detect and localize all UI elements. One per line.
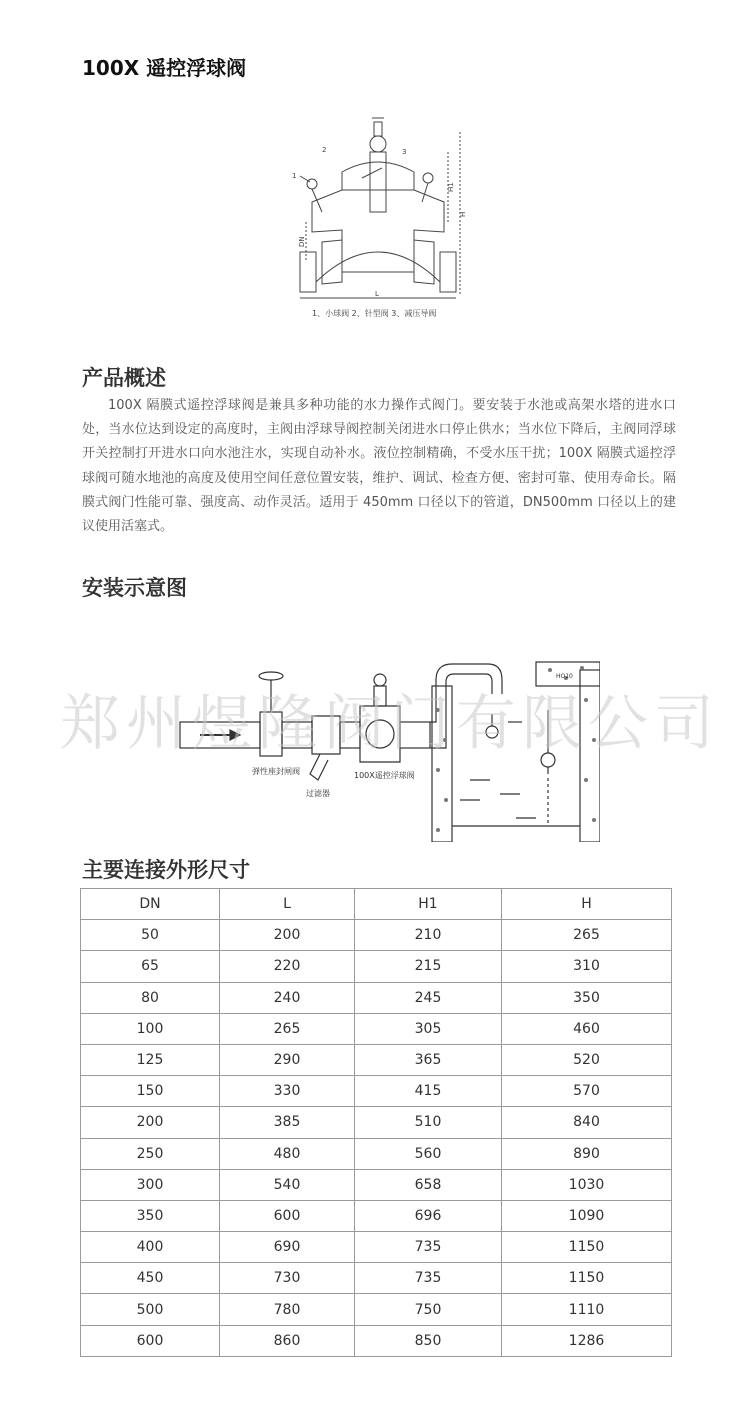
table-cell: 658 xyxy=(355,1169,502,1200)
overview-heading: 产品概述 xyxy=(82,366,166,390)
table-cell: 540 xyxy=(220,1169,355,1200)
figure1-caption: 1、小球阀 2、针型阀 3、减压导阀 xyxy=(312,309,437,318)
table-cell: 735 xyxy=(355,1263,502,1294)
table-cell: 696 xyxy=(355,1200,502,1231)
table-cell: 560 xyxy=(355,1138,502,1169)
table-cell: 1286 xyxy=(502,1325,672,1356)
table-cell: 240 xyxy=(220,982,355,1013)
table-row xyxy=(81,1263,672,1294)
table-cell: 385 xyxy=(220,1107,355,1138)
page-title: 100X 遥控浮球阀 xyxy=(82,56,247,80)
table-cell: 80 xyxy=(81,982,220,1013)
table-cell: 780 xyxy=(220,1294,355,1325)
table-cell: 1150 xyxy=(502,1263,672,1294)
callout-2: 2 xyxy=(322,146,327,154)
table-cell: 365 xyxy=(355,1044,502,1075)
table-cell: 125 xyxy=(81,1044,220,1075)
table-cell: 450 xyxy=(81,1263,220,1294)
table-row xyxy=(81,1200,672,1231)
tank-label: HO10 xyxy=(556,673,573,680)
column-header-l: L xyxy=(220,889,355,920)
dim-h-label: H xyxy=(459,211,467,217)
table-cell: 215 xyxy=(355,951,502,982)
callout-3: 3 xyxy=(402,148,407,156)
table-row xyxy=(81,1107,672,1138)
install-heading: 安装示意图 xyxy=(82,576,187,600)
table-row xyxy=(81,920,672,951)
table-row xyxy=(81,1294,672,1325)
table-cell: 245 xyxy=(355,982,502,1013)
table-cell: 520 xyxy=(502,1044,672,1075)
table-cell: 840 xyxy=(502,1107,672,1138)
table-cell: 510 xyxy=(355,1107,502,1138)
table-cell: 300 xyxy=(81,1169,220,1200)
table-cell: 480 xyxy=(220,1138,355,1169)
table-cell: 100 xyxy=(81,1013,220,1044)
dimensions-table xyxy=(80,888,672,1357)
table-cell: 250 xyxy=(81,1138,220,1169)
table-cell: 600 xyxy=(220,1200,355,1231)
table-cell: 890 xyxy=(502,1138,672,1169)
table-cell: 350 xyxy=(502,982,672,1013)
dim-l-label: L xyxy=(375,290,379,298)
table-row xyxy=(81,982,672,1013)
table-cell: 415 xyxy=(355,1076,502,1107)
table-cell: 200 xyxy=(220,920,355,951)
table-cell: 690 xyxy=(220,1232,355,1263)
table-cell: 290 xyxy=(220,1044,355,1075)
table-row xyxy=(81,1169,672,1200)
gate-valve-label: 弹性座封闸阀 xyxy=(252,767,300,776)
filter-label: 过滤器 xyxy=(306,789,330,798)
table-cell: 65 xyxy=(81,951,220,982)
table-cell: 750 xyxy=(355,1294,502,1325)
dim-dn-label: DN xyxy=(298,236,306,247)
table-row xyxy=(81,1044,672,1075)
callout-1: 1 xyxy=(292,172,297,180)
table-cell: 220 xyxy=(220,951,355,982)
dim-h1-label: H1 xyxy=(447,182,455,192)
float-valve-label: 100X遥控浮球阀 xyxy=(354,771,415,780)
table-cell: 400 xyxy=(81,1232,220,1263)
valve-section-drawing xyxy=(282,112,478,324)
column-header-h1: H1 xyxy=(355,889,502,920)
table-cell: 50 xyxy=(81,920,220,951)
table-cell: 150 xyxy=(81,1076,220,1107)
column-header-dn: DN xyxy=(81,889,220,920)
table-row xyxy=(81,1138,672,1169)
table-cell: 1110 xyxy=(502,1294,672,1325)
table-cell: 265 xyxy=(220,1013,355,1044)
table-row xyxy=(81,1232,672,1263)
table-cell: 330 xyxy=(220,1076,355,1107)
table-cell: 1090 xyxy=(502,1200,672,1231)
table-cell: 460 xyxy=(502,1013,672,1044)
company-watermark: 郑州煜隆阀门有限公司 xyxy=(60,689,720,759)
table-row xyxy=(81,1076,672,1107)
table-cell: 850 xyxy=(355,1325,502,1356)
dimensions-heading: 主要连接外形尺寸 xyxy=(82,858,250,882)
table-cell: 210 xyxy=(355,920,502,951)
table-cell: 500 xyxy=(81,1294,220,1325)
table-header-row xyxy=(81,889,672,920)
table-row xyxy=(81,951,672,982)
table-cell: 200 xyxy=(81,1107,220,1138)
table-cell: 860 xyxy=(220,1325,355,1356)
table-cell: 265 xyxy=(502,920,672,951)
table-row xyxy=(81,1325,672,1356)
table-cell: 730 xyxy=(220,1263,355,1294)
table-body xyxy=(81,920,672,1357)
table-cell: 735 xyxy=(355,1232,502,1263)
table-cell: 570 xyxy=(502,1076,672,1107)
table-cell: 600 xyxy=(81,1325,220,1356)
table-cell: 350 xyxy=(81,1200,220,1231)
table-cell: 1030 xyxy=(502,1169,672,1200)
column-header-h: H xyxy=(502,889,672,920)
table-cell: 310 xyxy=(502,951,672,982)
table-cell: 1150 xyxy=(502,1232,672,1263)
table-cell: 305 xyxy=(355,1013,502,1044)
overview-text: 100X 隔膜式遥控浮球阀是兼具多种功能的水力操作式阀门。要安装于水池或高架水塔的进水口处，当水位达到设定的高度时，主阀由浮球导阀控制关闭进水口停止供水；当水位下降后，主阀同浮球开关控制打开进水口向水池注水，实现自动补水。液位控制精确，不受水压干扰；100X 隔膜式遥控浮球阀可随水地池的高度及使用空间任意位置安装，维护、调试、检查方便、密封可靠、使用寿命长。隔膜式阀门性能可靠、强度高、动作灵活。适用于 450mm 口径以下的管道，DN500mm 口径以上的建议使用活塞式。 xyxy=(82,398,676,535)
table-row xyxy=(81,1013,672,1044)
